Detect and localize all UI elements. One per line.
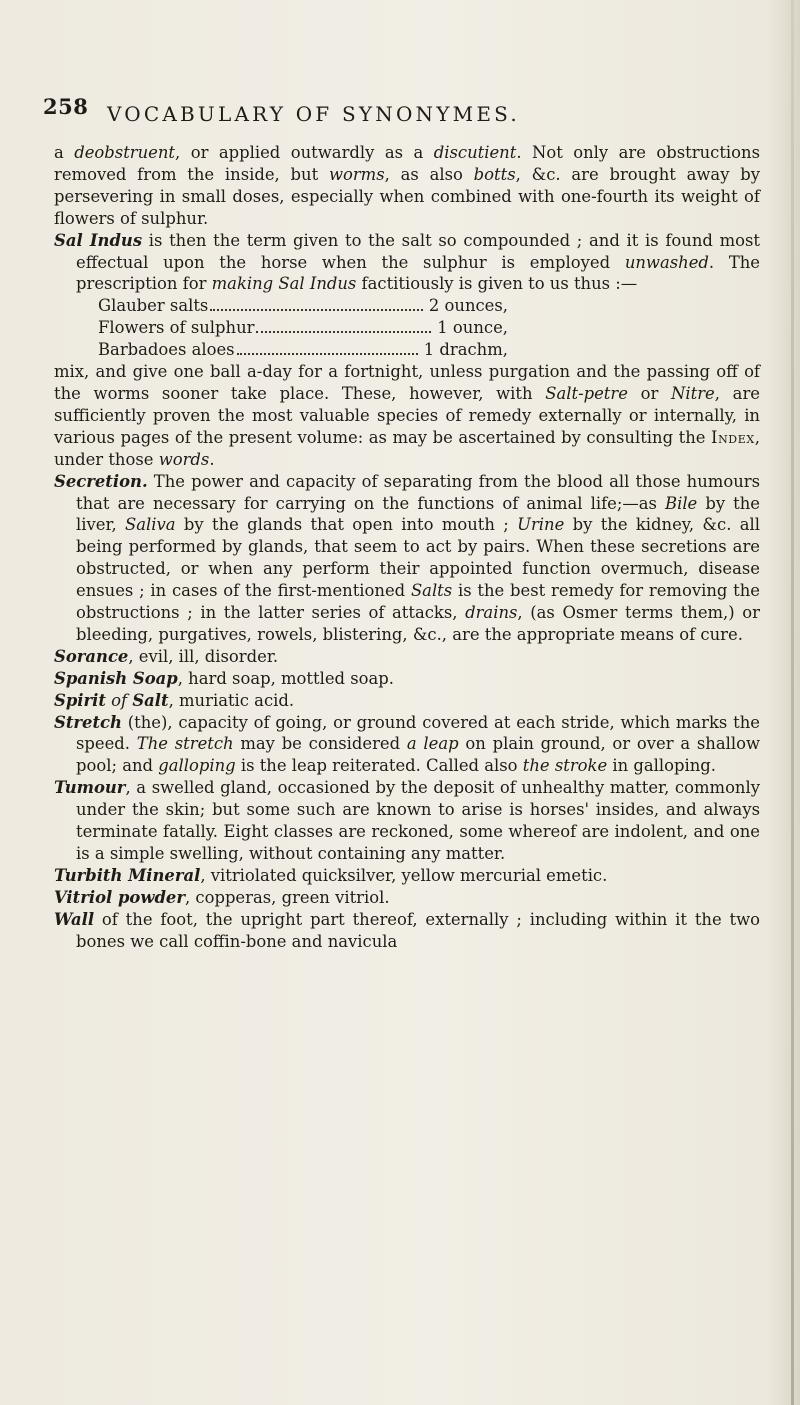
entry-term: Sal Indus xyxy=(54,230,143,250)
dot-leader xyxy=(256,331,431,333)
running-title: VOCABULARY OF SYNONYMES. xyxy=(107,102,520,126)
entry-sal-indus-continued: mix, and give one ball a-day for a fortnight, unless purgation and the passing off of the worms sooner take place. These, however, with Salt-petre or Nitre, are sufficiently proven the most valuable species of remedy externally or internally, in various pages of the present volume: as may be ascertained by consulting the Index, under those words. xyxy=(54,362,760,469)
page-header xyxy=(43,94,763,134)
entry-spirit-of-salt: Spirit of Salt, muriatic acid. xyxy=(54,690,295,710)
entry-term: Vitriol powder xyxy=(54,887,185,907)
entry-wall: Wall of the foot, the upright part thereof, externally ; including within it the two bones we call coffin-bone and navicula xyxy=(54,909,760,951)
entry-term: Spirit xyxy=(54,690,106,710)
page-edge xyxy=(791,0,794,1405)
recipe-item: Flowers of sulphur 1 ounce, xyxy=(98,318,508,338)
page-body xyxy=(54,142,760,953)
entry-secretion: Secretion. The power and capacity of separating from the blood all those humours that are necessary for carrying on the functions of animal life;—as Bile by the liver, Saliva by the glands that open into mouth ; Urine by the kidney, &c. all being performed by glands, that seem to act by pairs. When these secretions are obstructed, or when any perform their appointed function overmuch, disease ensues ; in cases of the first-mentioned Salts is the best remedy for removing the obstructions ; in the latter series of attacks, drains, (as Osmer terms them,) or bleeding, purgatives, rowels, blistering, &c., are the appropriate means of cure. xyxy=(54,471,760,644)
entry-term: Sorance xyxy=(54,646,129,666)
entry-term: Stretch xyxy=(54,712,122,732)
recipe-item: Glauber salts 2 ounces, xyxy=(98,296,508,316)
entry-term: Wall xyxy=(54,909,95,929)
entry-spanish-soap: Spanish Soap, hard soap, mottled soap. xyxy=(54,668,394,688)
entry-term: Spanish Soap xyxy=(54,668,178,688)
entry-stretch: Stretch (the), capacity of going, or ground covered at each stride, which marks the speed. The stretch may be considered a leap on plain ground, or over a shallow pool; and galloping is the leap reiterated. Called also the stroke in galloping. xyxy=(54,712,760,776)
entry-turbith-mineral: Turbith Mineral, vitriolated quicksilver, yellow mercurial emetic. xyxy=(54,865,608,885)
entry-term: Salt xyxy=(132,690,169,710)
entry-term: Secretion. xyxy=(54,471,148,491)
entry-vitriol-powder: Vitriol powder, copperas, green vitriol. xyxy=(54,887,390,907)
dot-leader xyxy=(237,353,418,355)
recipe-item: Barbadoes aloes 1 drachm, xyxy=(98,340,508,360)
entry-term: Turbith Mineral xyxy=(54,865,201,885)
entry-tumour: Tumour, a swelled gland, occasioned by the deposit of unhealthy matter, commonly under the skin; but some such are known to arise is horses' insides, and always terminate fatally. Eight classes are reckoned, some whereof are indolent, and one is a simple swelling, without containing any matter. xyxy=(54,778,760,863)
entry-sal-indus: Sal Indus is then the term given to the salt so compounded ; and it is found most effectual upon the horse when the sulphur is employed unwashed. The prescription for making Sal Indus factitiously is given to us thus :— xyxy=(54,230,761,294)
entry-sorance: Sorance, evil, ill, disorder. xyxy=(54,646,279,666)
recipe-list xyxy=(76,295,760,361)
page-number: 258 xyxy=(43,94,89,119)
entry-term: Tumour xyxy=(54,778,126,798)
entry-continuation: a deobstruent, or applied outwardly as a discutient. Not only are obstructions removed from the inside, but worms, as also botts, &c. are brought away by persevering in small doses, especially when combined with one-fourth its weight of flowers of sulphur. xyxy=(54,143,760,228)
dot-leader xyxy=(210,309,423,311)
